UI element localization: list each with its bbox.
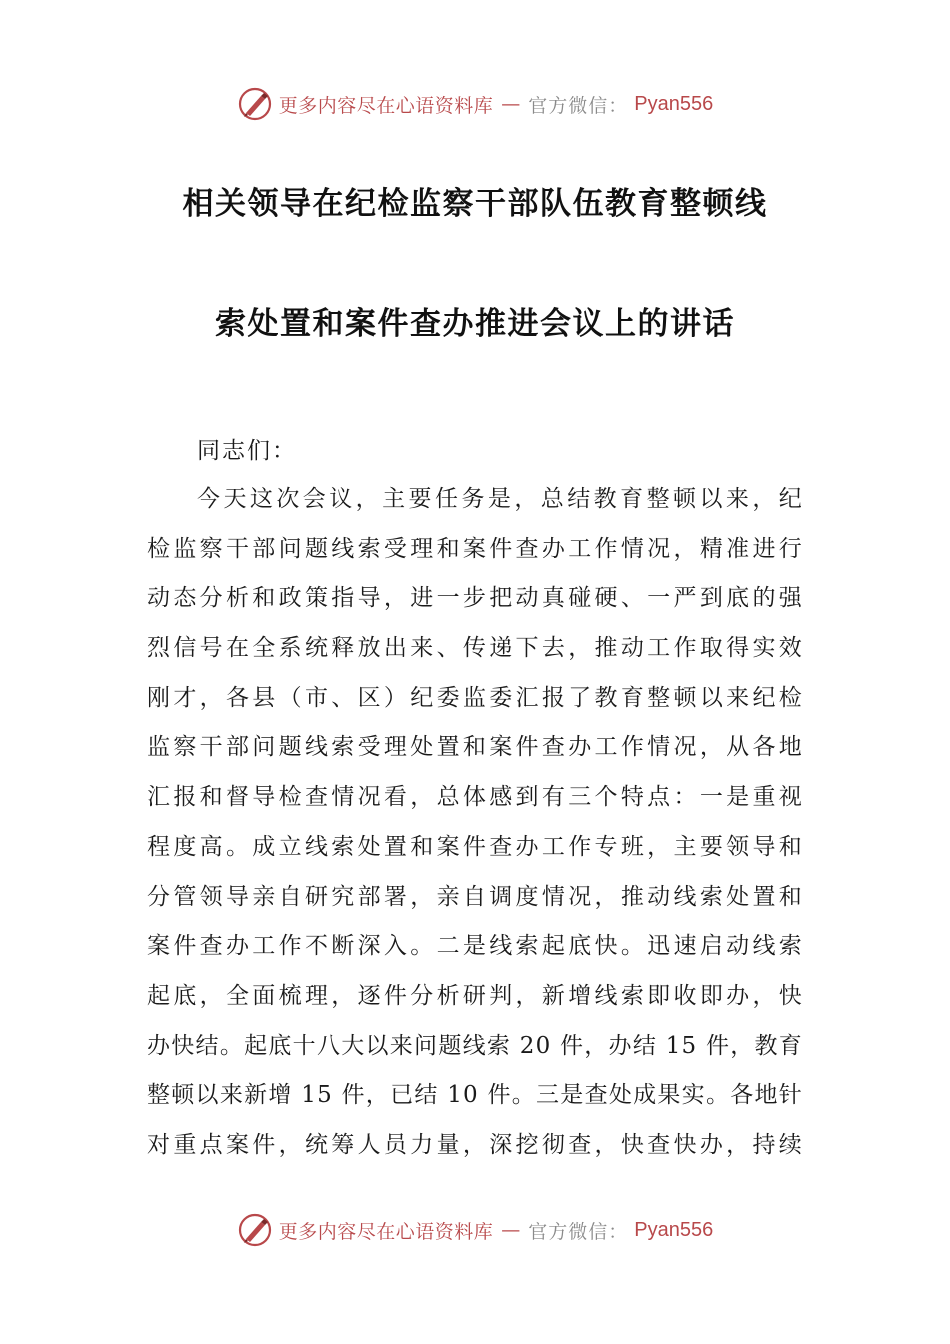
banner-main-text: 更多内容尽在心语资料库 (278, 94, 494, 117)
body-line: 汇报和督导检查情况看，总体感到有三个特点：一是重视 (147, 784, 803, 811)
pen-logo-icon (237, 86, 273, 122)
banner-wechat-id: Pyan556 (634, 92, 714, 115)
body-line: 今天这次会议，主要任务是，总结教育整顿以来，纪 (197, 486, 803, 512)
header-watermark-banner (0, 82, 950, 126)
body-paragraph (147, 475, 803, 1171)
body-line: 对重点案件，统筹人员力量，深挖彻查，快查快办，持续 (147, 1131, 803, 1158)
footer-watermark-banner (0, 1208, 950, 1252)
greeting: 同志们： (197, 438, 297, 464)
body-line: 办快结。起底十八大以来问题线索 20 件，办结 15 件，教育 (147, 1032, 803, 1059)
banner-wechat-id: Pyan556 (634, 1218, 714, 1241)
body-line: 分管领导亲自研究部署，亲自调度情况，推动线索处置和 (147, 883, 803, 910)
body-line: 动态分析和政策指导，进一步把动真碰硬、一严到底的强 (147, 585, 803, 612)
pen-logo-icon (237, 1212, 273, 1248)
body-line: 烈信号在全系统释放出来、传递下去，推动工作取得实效 (147, 635, 803, 662)
banner-label: 官方微信： (528, 1220, 629, 1243)
body-line: 监察干部问题线索受理处置和案件查办工作情况，从各地 (147, 734, 803, 761)
body-line: 起底，全面梳理，逐件分析研判，新增线索即收即办，快 (147, 982, 803, 1009)
body-line: 整顿以来新增 15 件，已结 10 件。三是查处成果实。各地针 (147, 1082, 803, 1109)
banner-dash: — (501, 1219, 521, 1241)
body-line: 程度高。成立线索处置和案件查办工作专班，主要领导和 (147, 833, 803, 860)
body-line: 案件查办工作不断深入。二是线索起底快。迅速启动线索 (147, 933, 803, 960)
banner-label: 官方微信： (528, 94, 629, 117)
banner-dash: — (501, 93, 521, 115)
document-title-line-2: 索处置和案件查办推进会议上的讲话 (215, 306, 735, 342)
body-line: 刚才，各县（市、区）纪委监委汇报了教育整顿以来纪检 (147, 684, 803, 711)
banner-main-text: 更多内容尽在心语资料库 (278, 1220, 494, 1243)
body-line: 检监察干部问题线索受理和案件查办工作情况，精准进行 (147, 535, 803, 562)
document-title-line-1: 相关领导在纪检监察干部队伍教育整顿线 (182, 186, 768, 222)
